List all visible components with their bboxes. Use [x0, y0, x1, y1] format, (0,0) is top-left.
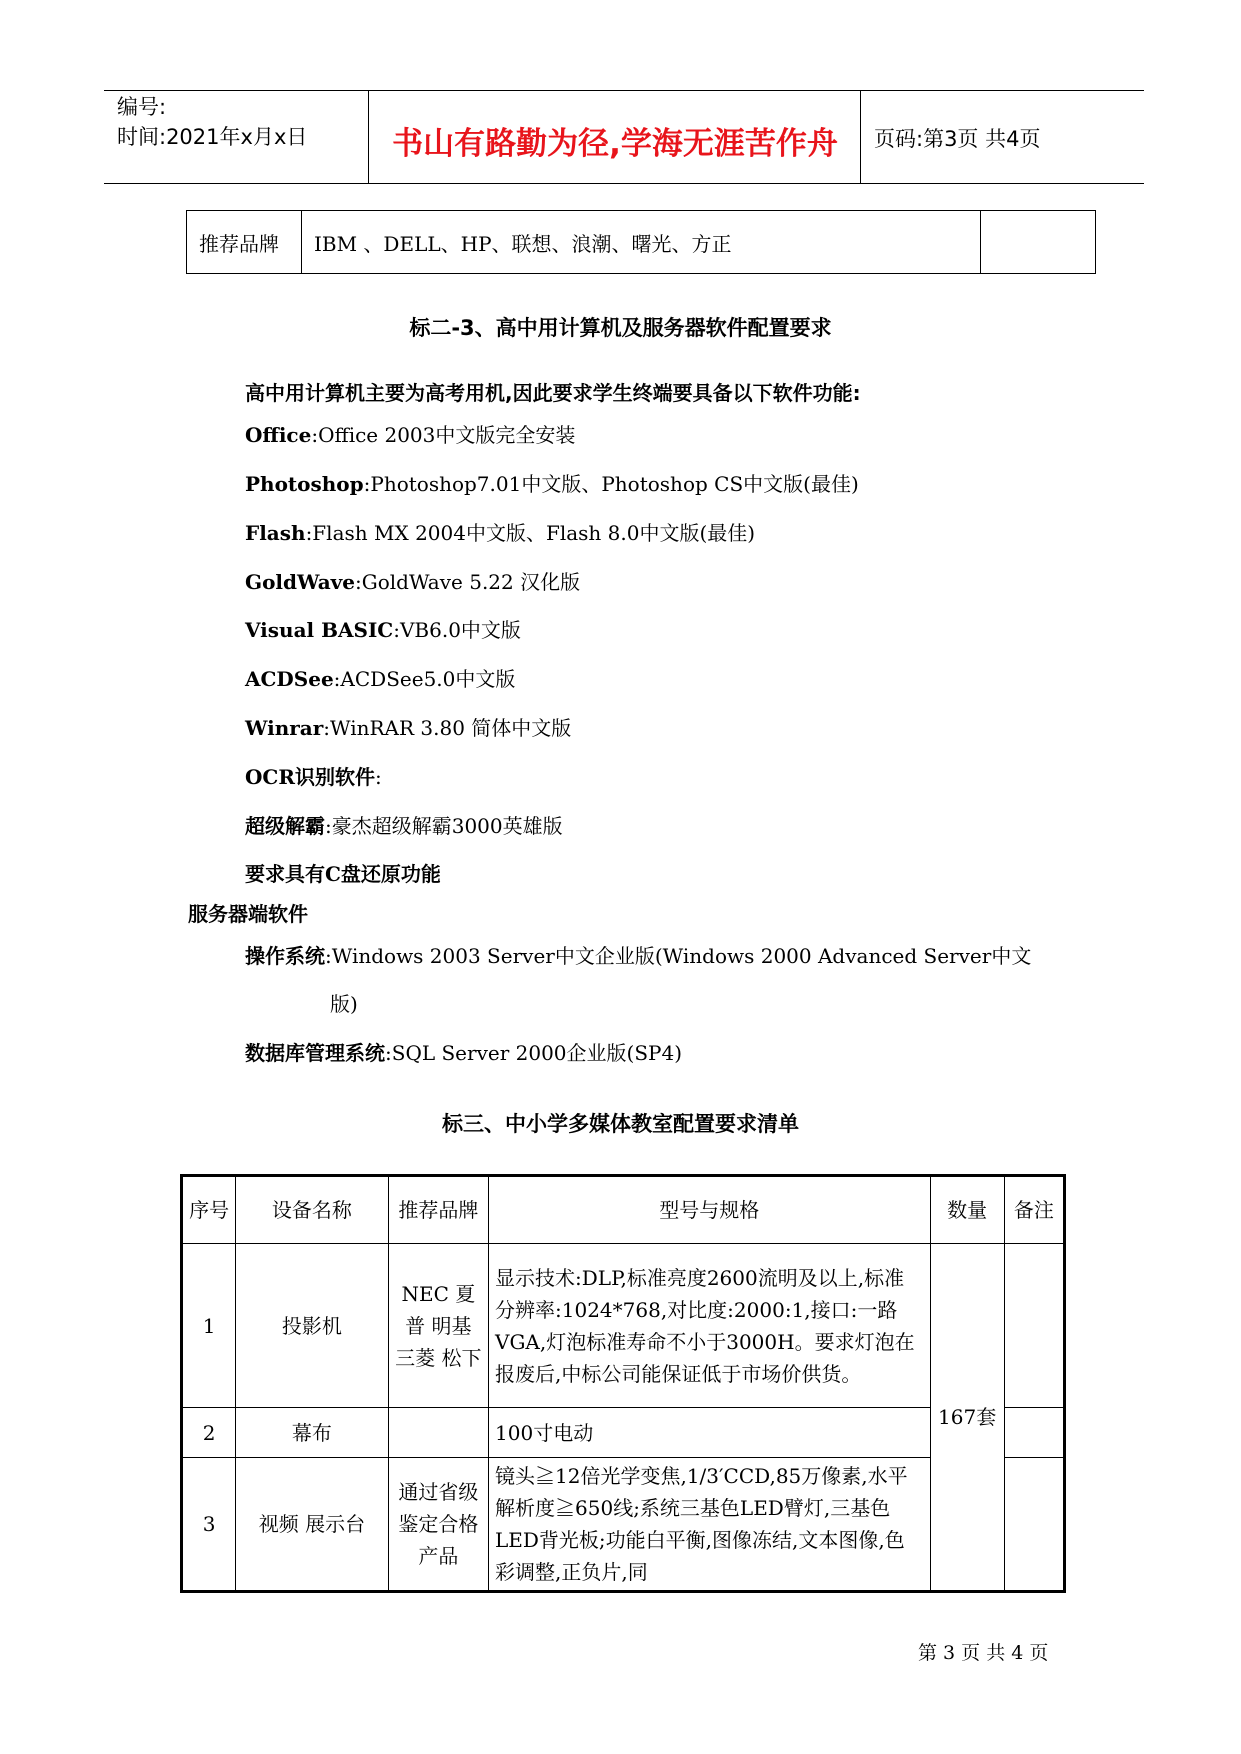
software-name: Winrar — [245, 716, 324, 740]
equipment-table — [180, 1174, 1066, 1593]
row-brand: NEC 夏普 明基 三菱 松下 — [388, 1244, 488, 1408]
header-brand: 推荐品牌 — [388, 1176, 488, 1244]
row-name: 幕布 — [236, 1408, 389, 1458]
row-brand — [388, 1408, 488, 1458]
header-motto: 书山有路勤为径,学海无涯苦作舟 — [392, 126, 838, 162]
intro-text: 高中用计算机主要为高考用机,因此要求学生终端要具备以下软件功能: — [245, 381, 861, 405]
row-spec: 显示技术:DLP,标准亮度2600流明及以上,标准分辨率:1024*768,对比度:2000:1,接口:一路VGA,灯泡标准寿命不小于3000H。要求灯泡在报废后,中标公司能保证低于市场价供货。 — [489, 1244, 931, 1408]
software-name: Photoshop — [245, 472, 364, 496]
header-seq: 序号 — [182, 1176, 236, 1244]
row-seq: 3 — [182, 1458, 236, 1592]
software-desc: :Office 2003中文版完全安装 — [311, 423, 576, 447]
brand-value: IBM 、DELL、HP、联想、浪潮、曙光、方正 — [302, 211, 981, 274]
software-name: Visual BASIC — [245, 618, 394, 642]
server-heading: 服务器端软件 — [188, 902, 308, 926]
row-note — [1004, 1458, 1064, 1592]
software-desc: : — [374, 765, 382, 789]
section3-title: 标三、中小学多媒体教室配置要求清单 — [442, 1112, 799, 1136]
software-ocr — [245, 761, 382, 790]
row-spec: 100寸电动 — [489, 1408, 931, 1458]
table-row — [182, 1244, 1065, 1408]
server-db — [245, 1037, 682, 1066]
header-meta — [117, 92, 307, 152]
row-brand: 通过省级鉴定合格产品 — [388, 1458, 488, 1592]
header-bottom-rule — [104, 183, 1144, 184]
software-winrar — [245, 712, 571, 741]
document-number-label: 编号: — [117, 95, 167, 119]
row-seq: 1 — [182, 1244, 236, 1408]
server-os-continuation: 版) — [330, 992, 358, 1016]
qty-merged: 167套 — [930, 1244, 1004, 1592]
table-header-row — [182, 1176, 1065, 1244]
software-desc: :VB6.0中文版 — [393, 618, 521, 642]
table-row — [187, 211, 1096, 274]
software-desc: :Photoshop7.01中文版、Photoshop CS中文版(最佳) — [363, 472, 859, 496]
software-desc: :WinRAR 3.80 简体中文版 — [323, 716, 572, 740]
header-name: 设备名称 — [236, 1176, 389, 1244]
server-os-label: 操作系统 — [245, 944, 325, 968]
header-page-code: 页码:第3页 共4页 — [874, 127, 1041, 151]
software-goldwave — [245, 566, 580, 595]
software-name: 超级解霸 — [245, 814, 325, 838]
server-db-value: :SQL Server 2000企业版(SP4) — [385, 1041, 683, 1065]
server-db-label: 数据库管理系统 — [245, 1041, 385, 1065]
brand-table — [186, 210, 1096, 274]
software-visual-basic — [245, 614, 521, 643]
software-name: OCR识别软件 — [245, 765, 375, 789]
software-acdsee — [245, 663, 515, 692]
software-desc: :GoldWave 5.22 汉化版 — [355, 570, 581, 594]
header-divider-right — [860, 90, 861, 183]
header-qty: 数量 — [930, 1176, 1004, 1244]
row-seq: 2 — [182, 1408, 236, 1458]
header-note: 备注 — [1004, 1176, 1064, 1244]
header-divider-left — [368, 90, 369, 183]
brand-label: 推荐品牌 — [187, 211, 302, 274]
row-name: 投影机 — [236, 1244, 389, 1408]
software-desc: :ACDSee5.0中文版 — [333, 667, 516, 691]
brand-empty-cell — [981, 211, 1096, 274]
section2-title: 标二-3、高中用计算机及服务器软件配置要求 — [409, 316, 832, 340]
page-footer: 第 3 页 共 4 页 — [918, 1642, 1049, 1664]
software-super-decoder — [245, 810, 563, 839]
software-flash — [245, 517, 755, 546]
row-name: 视频 展示台 — [236, 1458, 389, 1592]
restore-requirement: 要求具有C盘还原功能 — [245, 862, 441, 886]
server-os-value: :Windows 2003 Server中文企业版(Windows 2000 Advanced Server中文 — [325, 944, 1032, 968]
software-name: Office — [245, 423, 312, 447]
header-top-rule — [104, 90, 1144, 91]
software-name: Flash — [245, 521, 306, 545]
software-name: ACDSee — [245, 667, 334, 691]
row-spec: 镜头≧12倍光学变焦,1/3′CCD,85万像素,水平解析度≧650线;系统三基色LED臂灯,三基色LED背光板;功能白平衡,图像冻结,文本图像,色彩调整,正负片,同 — [489, 1458, 931, 1592]
row-note — [1004, 1408, 1064, 1458]
software-desc: :Flash MX 2004中文版、Flash 8.0中文版(最佳) — [305, 521, 756, 545]
server-os — [245, 940, 1031, 969]
software-photoshop — [245, 468, 859, 497]
software-desc: :豪杰超级解霸3000英雄版 — [325, 814, 563, 838]
document-time-label: 时间:2021年x月x日 — [117, 125, 308, 149]
software-office — [245, 419, 575, 448]
row-note — [1004, 1244, 1064, 1408]
header-spec: 型号与规格 — [489, 1176, 931, 1244]
software-name: GoldWave — [245, 570, 356, 594]
